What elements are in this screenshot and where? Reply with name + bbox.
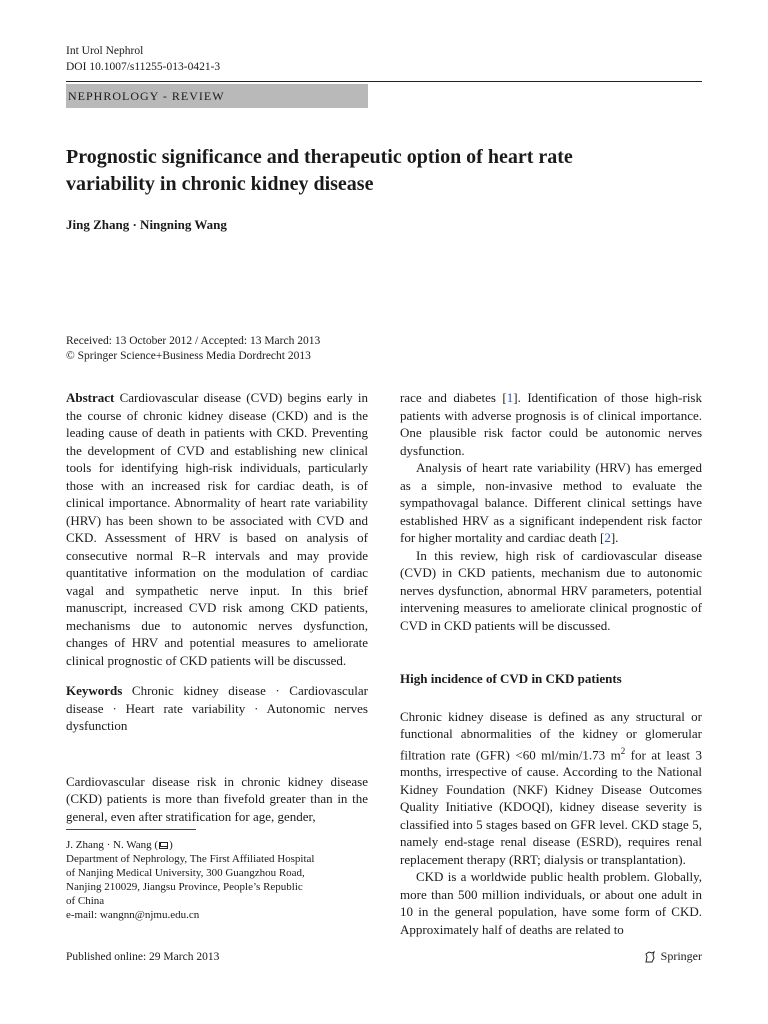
affiliation-line-4: of China bbox=[66, 895, 105, 907]
footnote-rule bbox=[66, 829, 196, 830]
received-accepted: Received: 13 October 2012 / Accepted: 13 March 2013 bbox=[66, 335, 321, 347]
footnote-names: J. Zhang · N. Wang ( ) bbox=[66, 839, 173, 851]
paragraph-ckd-definition: Chronic kidney disease is defined as any structural or functional abnormalities of the kidney or glomerular filtration rate (GFR) <60 ml/min/1.73 $m^2$ for at least 3 months, irrespective of cause. According to the National Kidney Foundation (NKF) Kidney Disease Outcomes Quality Initiative (KDOQI), kidney disease severity is classified into 5 stages based on GFR level. CKD stage 5, namely end-stage renal disease (ESRD), requires renal replacement therapy (RRT; dialysis or transplantation). bbox=[400, 708, 702, 867]
citation-2[interactable]: 2 bbox=[604, 530, 611, 545]
affiliation-line-3: Nanjing 210029, Jiangsu Province, People’s Republic bbox=[66, 881, 303, 893]
author-email[interactable]: e-mail: wangnn@njmu.edu.cn bbox=[66, 909, 200, 921]
paragraph-risk: race and diabetes [1]. Identification of those high-risk patients with adverse prognosis is of clinical importance. One plausible risk factor could be autonomic nerves dysfunction. bbox=[400, 390, 702, 458]
section-bar bbox=[66, 84, 368, 108]
authors: Jing Zhang · Ningning Wang bbox=[66, 217, 227, 232]
publisher-name: Springer bbox=[660, 949, 702, 963]
article-title bbox=[66, 144, 702, 198]
keywords-text: Chronic kidney disease · Cardiovascular disease · Heart rate variability · Autonomic nerves dysfunction bbox=[66, 683, 368, 733]
published-date: Published online: 29 March 2013 bbox=[66, 951, 220, 963]
section-heading: High incidence of CVD in CKD patients bbox=[400, 671, 622, 686]
abstract-label: Abstract bbox=[66, 390, 115, 405]
journal-name: Int Urol Nephrol bbox=[66, 45, 144, 57]
keywords-label: Keywords bbox=[66, 683, 123, 698]
envelope-icon bbox=[159, 842, 168, 849]
section-label: NEPHROLOGY - REVIEW bbox=[68, 89, 225, 103]
intro-paragraph: Cardiovascular disease risk in chronic kidney disease (CKD) patients is more than fivefold greater than in the general, even after stratification for age, gender, bbox=[66, 773, 368, 824]
abstract-text: Cardiovascular disease (CVD) begins early in the course of chronic kidney disease (CKD) and is the leading cause of death in patients with CKD. Preventing the development of CVD and establishing new clinical tools for identifying high-risk individuals, particularly those with an increased risk for cardiac death, is of clinical importance. Abnormality of heart rate variability (HRV) has been shown to be associated with CVD and CKD. Assessment of HRV is based on analysis of consecutive normal R–R intervals and may provide quantitative information on the modulation of cardiac vagal and sympathetic nerve input. In this brief manuscript, increased CVD risk among CKD patients, mechanisms due to autonomic nerves dysfunction, changes of HRV and potential measures to ameliorate clinical prognostic of CKD patients will be discussed. bbox=[66, 390, 368, 668]
author-footnote bbox=[66, 838, 314, 922]
affiliation-line-1: Department of Nephrology, The First Affiliated Hospital bbox=[66, 853, 315, 865]
paragraph-review: In this review, high risk of cardiovascular disease (CVD) in CKD patients, mechanism due to autonomic nerves dysfunction, abnormal HRV parameters, potential intervening measures to ameliorate clinical prognostic of CVD in CKD patients will be discussed. bbox=[400, 547, 702, 633]
title-line-2: variability in chronic kidney disease bbox=[66, 173, 374, 195]
journal-doi: DOI 10.1007/s11255-013-0421-3 bbox=[66, 61, 221, 73]
right-column bbox=[400, 389, 702, 938]
journal-header bbox=[66, 43, 220, 75]
left-column bbox=[66, 389, 368, 825]
keywords bbox=[66, 682, 368, 735]
superscript: 2 bbox=[620, 745, 626, 756]
springer-horse-icon bbox=[643, 950, 657, 964]
header-rule bbox=[66, 81, 702, 82]
paragraph-hrv: Analysis of heart rate variability (HRV) has emerged as a simple, non-invasive method to evaluate the sympathovagal balance. Different clinical settings have established HRV as a significant independent risk factor for higher mortality and cardiac death [2]. bbox=[400, 460, 702, 545]
paragraph-ckd-public-health: CKD is a worldwide public health problem. Globally, more than 500 million individuals, or about one adult in 10 in the general population, have some form of CKD. Approximately half of deaths are related to bbox=[400, 869, 702, 937]
abstract bbox=[66, 389, 368, 669]
publisher-logo bbox=[643, 949, 702, 964]
affiliation-line-2: of Nanjing Medical University, 300 Guangzhou Road, bbox=[66, 867, 305, 879]
copyright: © Springer Science+Business Media Dordrecht 2013 bbox=[66, 350, 311, 362]
citation-1[interactable]: 1 bbox=[506, 390, 514, 405]
title-line-1: Prognostic significance and therapeutic option of heart rate bbox=[66, 146, 573, 168]
article-dates bbox=[66, 334, 320, 364]
